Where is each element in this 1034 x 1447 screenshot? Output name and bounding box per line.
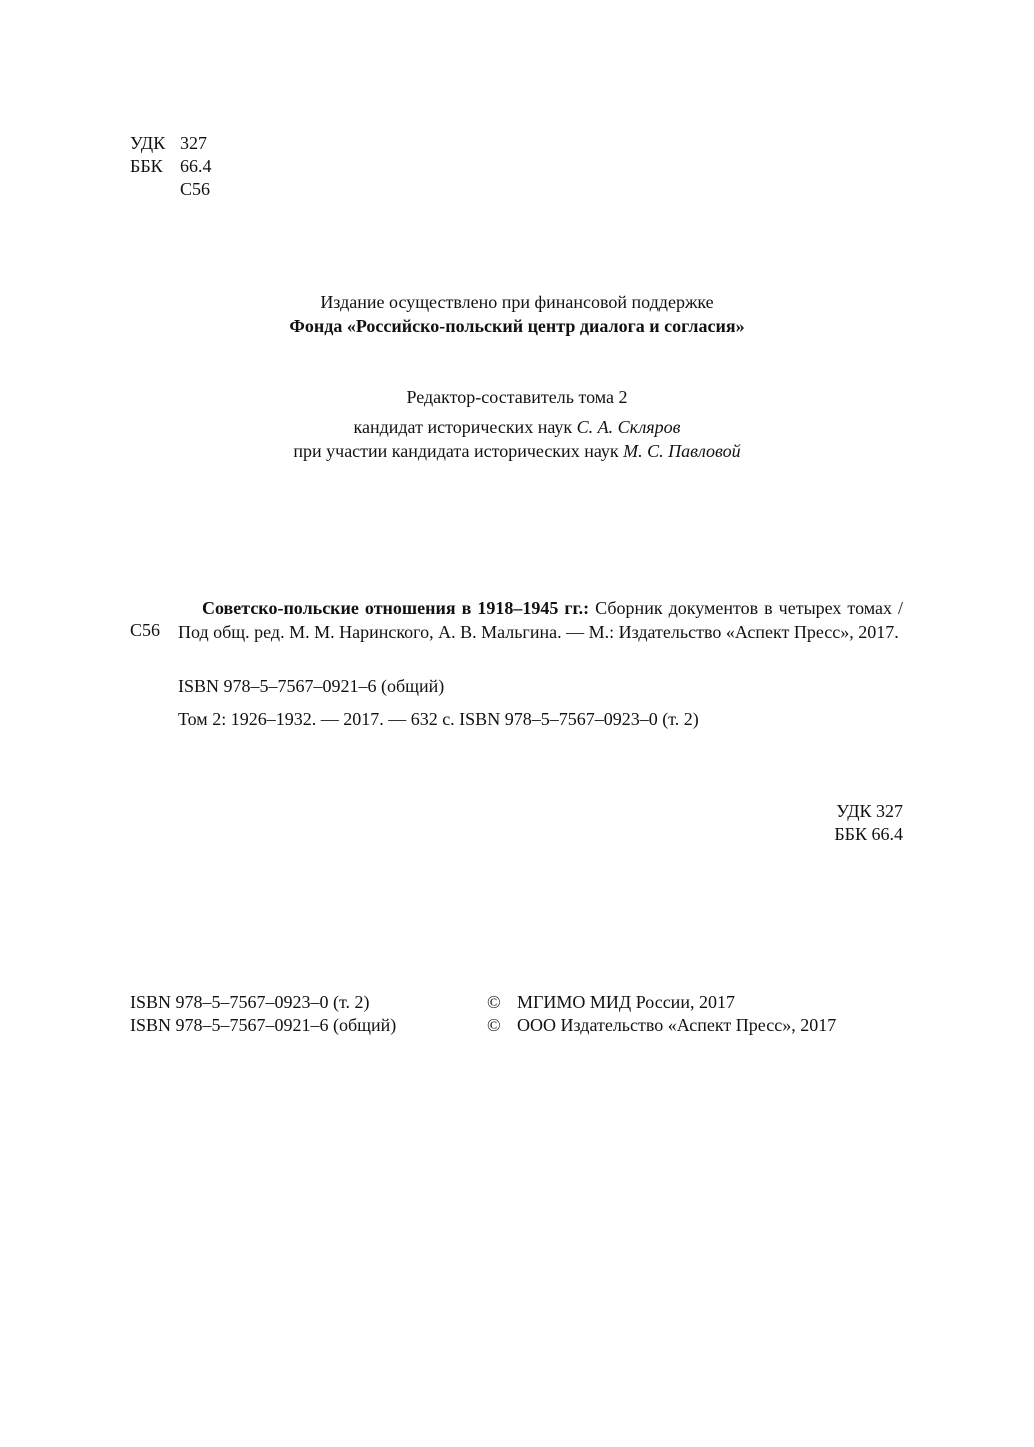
copyright-holder-2: ООО Издательство «Аспект Пресс», 2017 xyxy=(517,1015,837,1035)
author-mark: С56 xyxy=(180,179,211,199)
catalog-description: Сборник документов в четырех томах / Под общ. ред. М. М. Наринского, А. В. Мальгина. — М.: Издательство «Аспект Пресс», 2017. xyxy=(178,598,903,642)
editor-line-3-prefix: при участии кандидата исторических наук xyxy=(293,441,624,461)
copyright-row xyxy=(487,1014,836,1037)
udk-value: 327 xyxy=(180,133,207,153)
bbk-right: ББК 66.4 xyxy=(834,824,903,844)
editor-line-1: Редактор-составитель тома 2 xyxy=(406,387,628,407)
isbn-volume: ISBN 978–5–7567–0923–0 (т. 2) xyxy=(130,992,370,1012)
editor-line-3 xyxy=(0,439,1034,463)
bbk-row xyxy=(130,155,212,178)
catalog-isbn-general: ISBN 978–5–7567–0921–6 (общий) xyxy=(178,676,445,696)
copyright-block xyxy=(487,991,836,1037)
catalog-entry xyxy=(178,596,903,644)
support-notice xyxy=(0,290,1034,338)
classification-block xyxy=(130,132,212,201)
copyright-row xyxy=(487,991,836,1014)
author-mark-row xyxy=(130,178,212,201)
catalog-title: Советско-польские отношения в 1918–1945 гг.: xyxy=(202,598,590,618)
catalog-volume: Том 2: 1926–1932. — 2017. — 632 с. ISBN 978–5–7567–0923–0 (т. 2) xyxy=(178,709,699,729)
editor-line-2 xyxy=(0,415,1034,439)
support-line-2: Фонда «Российско-польский центр диалога и согласия» xyxy=(289,316,745,336)
udk-row xyxy=(130,132,212,155)
editor-line-2-prefix: кандидат исторических наук xyxy=(353,417,577,437)
copyright-holder-1: МГИМО МИД России, 2017 xyxy=(517,992,735,1012)
udk-right-block xyxy=(760,800,903,846)
editor-name: С. А. Скляров xyxy=(576,417,681,437)
bbk-value: 66.4 xyxy=(180,156,212,176)
udk-right: УДК 327 xyxy=(836,801,903,821)
copyright-icon: © xyxy=(487,992,501,1012)
catalog-code: С56 xyxy=(130,620,161,640)
co-editor-name: М. С. Павловой xyxy=(623,441,741,461)
udk-label: УДК xyxy=(130,133,166,153)
support-line-1: Издание осуществлено при финансовой поддержке xyxy=(320,292,714,312)
isbn-list xyxy=(130,991,396,1037)
isbn-general: ISBN 978–5–7567–0921–6 (общий) xyxy=(130,1015,397,1035)
copyright-icon: © xyxy=(487,1015,501,1035)
editor-block xyxy=(0,385,1034,463)
bbk-label: ББК xyxy=(130,156,163,176)
